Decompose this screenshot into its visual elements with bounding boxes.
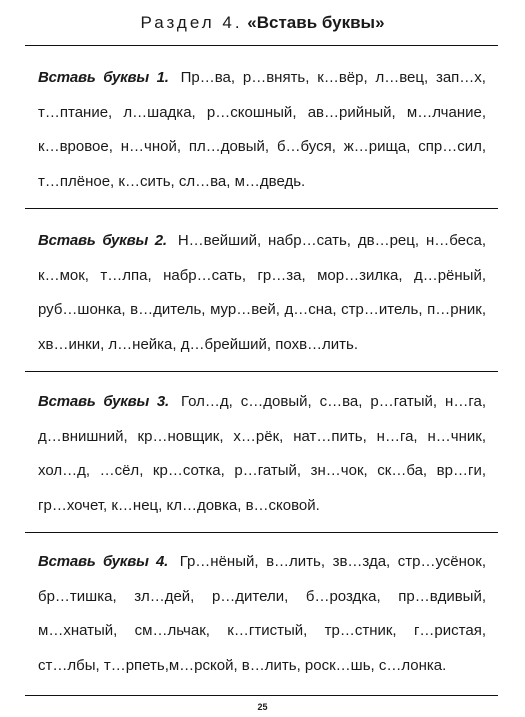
page-number: 25: [257, 702, 268, 712]
exercise-line: т…плёное, к…сить, сл…ва, м…дведь.: [38, 172, 306, 190]
exercise-line: хв…инки, л…нейка, д…брейший, похв…лить.: [38, 335, 359, 353]
exercise-title: Вставь буквы 3.: [38, 393, 169, 410]
exercise-title: Вставь буквы 1.: [38, 69, 169, 86]
exercise-line: [38, 385, 486, 420]
exercise-line: т…птание, л…шадка, р…скошный, ав…рийный, м…лчание,: [38, 103, 486, 121]
exercise-line: м…хнатый, см…льчак, к…гтистый, тр…стник, г…ристая,: [38, 622, 486, 639]
exercise-line: [38, 61, 486, 96]
divider: [25, 532, 498, 533]
exercise-line: бр…тишка, зл…дей, р…дители, б…роздка, пр…вдивый,: [38, 587, 486, 605]
exercise-line: к…мок, т…лпа, набр…сать, гр…за, мор…зилка, д…рёный,: [38, 266, 486, 284]
divider: [25, 208, 498, 209]
exercise-line: [38, 224, 486, 259]
exercise-line: гр…хочет, к…нец, кл…довка, в…сковой.: [38, 496, 320, 514]
exercise-text: Пр…ва, р…внять, к…вёр, л…вец, зап…х,: [180, 69, 486, 86]
divider: [25, 371, 498, 372]
exercise-title: Вставь буквы 4.: [38, 553, 169, 570]
exercise-text: Н…вейший, набр…сать, дв…рец, н…беса,: [177, 232, 487, 249]
section-title: «Вставь буквы»: [247, 13, 385, 32]
exercise-line: руб…шонка, в…дитель, мур…вей, д…сна, стр…итель, п…рник,: [38, 301, 486, 318]
exercise-text: Гр…нёный, в…лить, зв…зда, стр…усёнок,: [179, 553, 487, 570]
exercise-4: [38, 545, 486, 683]
exercise-2: [38, 224, 486, 362]
exercise-3: [38, 385, 486, 523]
exercise-line: д…внишний, кр…новщик, х…рёк, нат…пить, н…га, н…чник,: [38, 427, 486, 445]
divider-bottom: [25, 695, 498, 696]
exercise-line: [38, 545, 486, 580]
section-heading: [0, 12, 525, 34]
exercise-line: ст…лбы, т…рпеть,м…рской, в…лить, роск…шь, с…лонка.: [38, 656, 447, 674]
divider-top: [25, 45, 498, 46]
section-number: Раздел 4.: [140, 13, 243, 32]
exercise-text: Гол…д, с…довый, с…ва, р…гатый, н…га,: [180, 393, 486, 410]
exercise-1: [38, 61, 486, 199]
exercise-title: Вставь буквы 2.: [38, 232, 167, 249]
exercise-line: хол…д, …сёл, кр…сотка, р…гатый, зн…чок, ск…ба, вр…ги,: [38, 462, 486, 479]
exercise-line: к…вровое, н…чной, пл…довый, б…буся, ж…рища, спр…сил,: [38, 138, 486, 155]
